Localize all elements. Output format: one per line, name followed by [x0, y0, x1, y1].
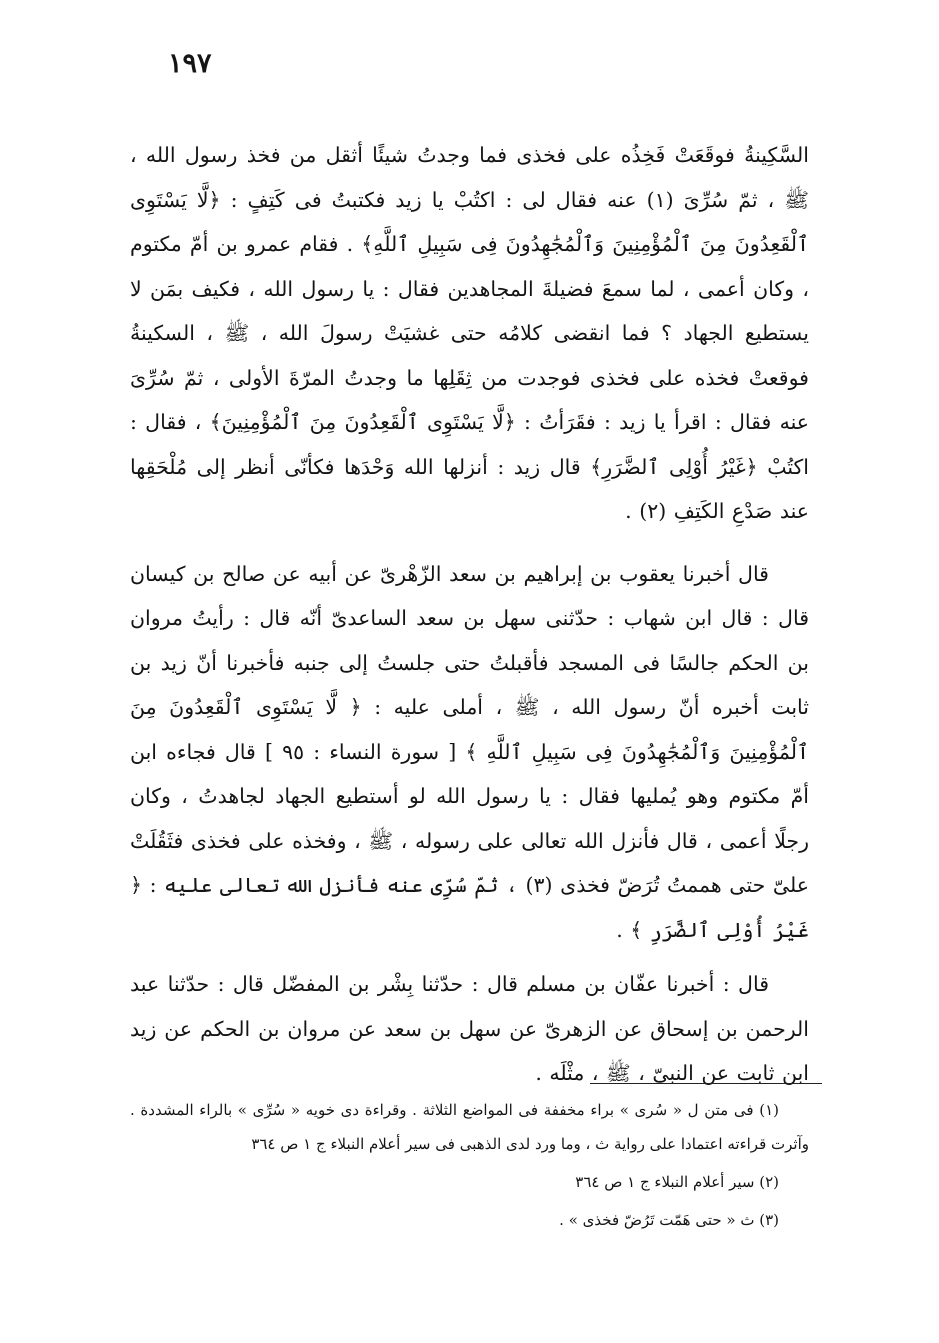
- main-text: [130, 133, 809, 1096]
- footnote-2: (٢) سير أعلام النبلاء ج ١ ص ٣٦٤: [575, 1173, 779, 1191]
- paragraph-2: قال أخبرنا يعقوب بن إبراهيم بن سعد الزّهْرىّ عن أبيه عن صالح بن كيسان قال : قال ابن شهاب : حدّثنى سهل بن سعد الساعدىّ أنّه قال : رأيتُ مروان بن الحكم جالسًا فى المسجد فأقبلتُ حتى جلستُ إلى جنبه فأخبرنا أنّ زيد بن ثابت أخبره أنّ رسول الله ، ﷺ ، أملى عليه : ﴿ لَّا يَسْتَوِى ٱلْقَعِدُونَ مِنَ ٱلْمُؤْمِنِينَ وَٱلْمُجَٰهِدُونَ فِى سَبِيلِ ٱللَّهِ ﴾ [ سورة النساء : ٩٥ ] قال فجاءه ابن أمّ مكتوم وهو يُمليها فقال : يا رسول الله لو أستطيع الجهاد لجاهدتُ ، وكان رجلًا أعمى ، قال فأنزل الله تعالى على رسوله ، ﷺ ، وفخذه على فخذى فثَقُلَتْ علىّ حتى هممتُ تُرَضّ فخذى (٣) ، ثمّ سُرِّى عنه فأنزل الله تعالى عليه : ﴿ غَيْرُ أُوْلِى ٱلضَّرَرِ ﴾ .: [130, 561, 809, 942]
- footnote-divider: [590, 1083, 822, 1084]
- paragraph-1: السَّكِينةُ فوقَعَتْ فَخِذُه على فخذى فما وجدتُ شيئًا أثقل من فخذ رسول الله ، ﷺ ، ثمّ سُرِّىَ (١) عنه فقال لى : اكتُبْ يا زيد فكتبتُ فى كَتِفٍ : ﴿لَّا يَسْتَوِى ٱلْقَعِدُونَ مِنَ ٱلْمُؤْمِنِينَ وَٱلْمُجَٰهِدُونَ فِى سَبِيلِ ٱللَّهِ﴾ . فقام عمرو بن أمّ مكتوم ، وكان أعمى ، لما سمعَ فضيلةَ المجاهدين فقال : يا رسول الله ، فكيف بمَن لا يستطيع الجهاد ؟ فما انقضى كلامُه حتى غشيَتْ رسولَ الله ، ﷺ ، السكينةُ فوقعتْ فخذه على فخذى فوجدت من ثِقَلِها ما وجدتُ المرّةَ الأولى ، ثمّ سُرِّىَ عنه فقال : اقرأ يا زيد : فقَرَأتُ : ﴿لَّا يَسْتَوِى ٱلْقَعِدُونَ مِنَ ٱلْمُؤْمِنِينَ﴾ ، فقال : اكتُبْ ﴿غَيْرُ أُوْلِى ٱلضَّرَرِ﴾ قال زيد : أنزلها الله وَحْدَها فكأنّى أنظر إلى مُلْحَقِها عند صَدْعِ الكَتِفِ (٢) .: [130, 143, 810, 523]
- page-number: ١٩٧: [168, 48, 212, 79]
- footnote-1: (١) فى متن ل « سُرى » براء مخففة فى المواضع الثلاثة . وقراءة دى خويه « سُرِّى » بالراء المشددة . وآثرت قراءته اعتمادا على رواية ث ، وما ورد لدى الذهبى فى سير أعلام النبلاء ج ١ ص ٣٦٤: [130, 1101, 809, 1153]
- paragraph-3: قال : أخبرنا عفّان بن مسلم قال : حدّثنا بِشْر بن المفضّل قال : حدّثنا عبد الرحمن بن إسحاق عن الزهرىّ عن سهل بن سعد عن مروان بن الحكم عن زيد ابن ثابت عن النبىّ ، ﷺ ، مثْلَه .: [130, 972, 809, 1085]
- footnote-3: (٣) ث « حتى هَمّت تَرُضّ فخذى » .: [559, 1211, 779, 1229]
- footnotes: [130, 1093, 809, 1237]
